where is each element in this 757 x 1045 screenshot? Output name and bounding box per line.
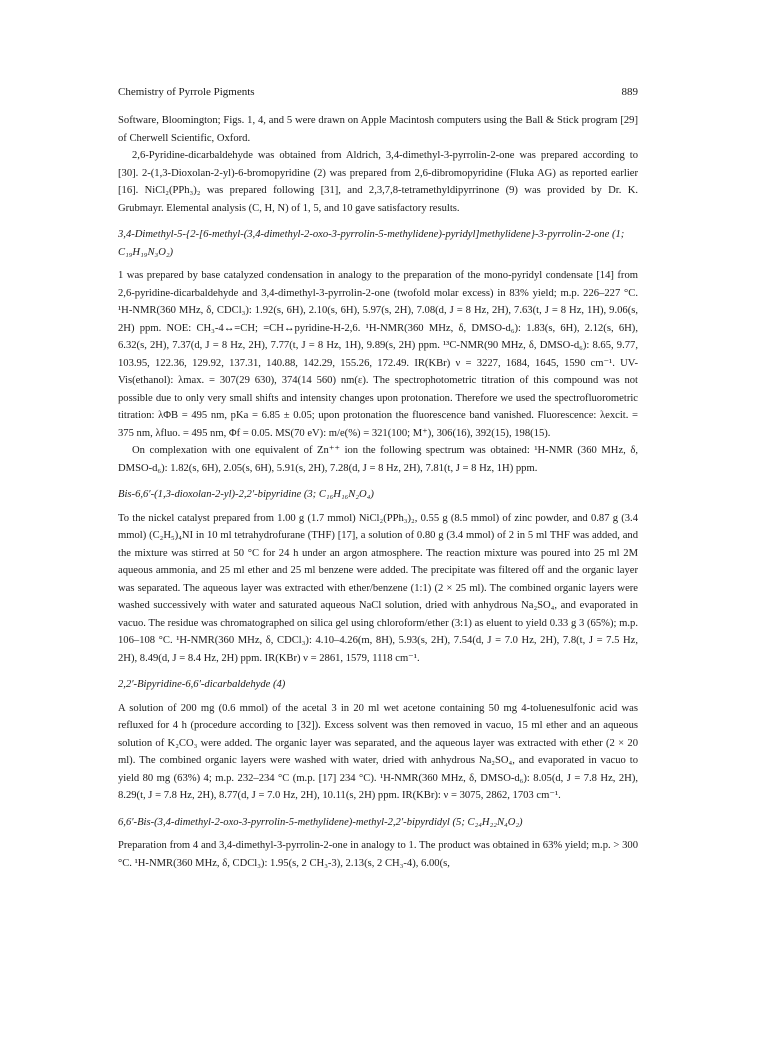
section-heading-compound-5: 6,6′-Bis-(3,4-dimethyl-2-oxo-3-pyrrolin-5-methylidene)-methyl-2,2′-bipyrdidyl (5; C₂₄H₂₂N₄O₂) [118,816,523,828]
running-title: Chemistry of Pyrrole Pigments [118,86,255,98]
paragraph-compound-4: A solution of 200 mg (0.6 mmol) of the acetal 3 in 20 ml wet acetone containing 50 mg 4-toluenesulfonic acid was refluxed for 4 h (procedure according to [32]). Excess solvent was then removed in vacuo, 15 ml ether and an aqueous solution of K₂CO₃ were added. The organic layer was separated, and the aqueous layer was extracted with ether (2 × 20 ml). The combined organic layers were washed with water, dried with anhydrous Na₂SO₄, and evaporated in vacuo to yield 80 mg (63%) 4; m.p. 232–234 °C (m.p. [17] 234 °C). ¹H-NMR(360 MHz, δ, DMSO-d₆): 8.05(d, J = 7.8 Hz, 2H), 8.29(t, J = 7.8 Hz, 2H), 8.77(d, J = 7.0 Hz, 2H), 10.11(s, 2H) ppm. IR(KBr): ν = 3075, 2862, 1703 cm⁻¹. [118,702,638,801]
section-heading-compound-3: Bis-6,6′-(1,3-dioxolan-2-yl)-2,2′-bipyridine (3; C₁₆H₁₆N₂O₄) [118,489,374,500]
running-header [118,84,638,102]
page-number: 889 [621,86,638,98]
paragraph-compound-1: 1 was prepared by base catalyzed condensation in analogy to the preparation of the mono-pyridyl condensate [14] from 2,6-pyridine-dicarbaldehyde and 3,4-dimethyl-3-pyrrolin-2-one (twofold molar excess) in 83% yield; m.p. 226–227 °C. ¹H-NMR(360 MHz, δ, CDCl₃): 1.92(s, 6H), 2.10(s, 6H), 5.97(s, 2H), 7.08(d, J = 8 Hz, 2H), 7.63(t, J = 8 Hz, 1H), 9.06(s, 2H) ppm. NOE: CH₃-4↔=CH; =CH↔pyridine-H-2,6. ¹H-NMR(360 MHz, δ, DMSO-d₆): 1.83(s, 6H), 2.12(s, 6H), 6.32(s, 2H), 7.37(d, J = 8 Hz, 2H), 7.77(t, J = 8 Hz, 1H), 9.89(s, 2H) ppm. ¹³C-NMR(90 MHz, δ, DMSO-d₆): 8.65, 9.77, 103.95, 122.36, 129.92, 137.31, 140.88, 142.29, 155.26, 172.49. IR(KBr) ν = 3227, 1684, 1645, 1590 cm⁻¹. UV-Vis(ethanol): λmax. = 307(29 630), 374(14 560) nm(ε). The spectrophotometric titration of this compound was not possible due to only very small shifts and intensity changes upon protonation. Therefore we used the spectrofluorometric titration: λΦB = 495 nm, pKa = 6.85 ± 0.05; upon protonation the fluorescence band vanished. Fluorescence: λexcit. = 375 nm, λfluo. = 495 nm, Φf = 0.05. MS(70 eV): m/e(%) = 321(100; M⁺), 306(16), 392(15), 198(15). [118,270,638,439]
section-heading-compound-1: 3,4-Dimethyl-5-{2-[6-methyl-(3,4-dimethyl-2-oxo-3-pyrrolin-5-methylidene)-pyridyl]methylidene}-3-pyrrolin-2-one (1; C₁₉H₁₉N₃O₂) [118,229,625,258]
paragraph-zinc-complexation: On complexation with one equivalent of Zn⁺⁺ ion the following spectrum was obtained: ¹H-NMR (360 MHz, δ, DMSO-d₆): 1.82(s, 6H), 2.05(s, 6H), 5.91(s, 2H), 7.28(d, J = 8 Hz, 2H), 7.81(t, J = 8 Hz, 1H) ppm. [118,445,638,474]
section-heading-compound-4: 2,2′-Bipyridine-6,6′-dicarbaldehyde (4) [118,679,286,690]
paragraph-materials: 2,6-Pyridine-dicarbaldehyde was obtained from Aldrich, 3,4-dimethyl-3-pyrrolin-2-one was prepared according to [30]. 2-(1,3-Dioxolan-2-yl)-6-bromopyridine (2) was prepared from 2,6-dibromopyridine (Fluka AG) as reported earlier [16]. NiCl₂(PPh₃)₂ was prepared following [31], and 2,3,7,8-tetramethyldipyrrinone (9) was provided by Dr. K. Grubmayr. Elemental analysis (C, H, N) of 1, 5, and 10 gave satisfactory results. [118,150,638,214]
document-page [118,84,638,872]
paragraph-compound-3: To the nickel catalyst prepared from 1.00 g (1.7 mmol) NiCl₂(PPh₃)₂, 0.55 g (8.5 mmol) of zinc powder, and 0.87 g (3.4 mmol) (C₂H₅)₄NI in 10 ml tetrahydrofurane (THF) [17], a solution of 0.80 g (3.4 mmol) of 2 in 5 ml THF was added, and the mixture was stirred at 50 °C for 24 h under an argon atmosphere. The reaction mixture was poured into 25 ml 2M aqueous ammonia, and 25 ml ether and 25 ml benzene were added. The precipitate was filtered off and the organic layer was separated. The aqueous layer was extracted with ether/benzene (1:1) (2 × 25 ml). The combined organic layers were washed successively with water and saturated aqueous NaCl solution, dried with anhydrous Na₂SO₄, and evaporated in vacuo. The residue was chromatographed on silica gel using chloroform/ether (3:1) as eluent to yield 0.33 g 3 (65%); m.p. 106–108 °C. ¹H-NMR(360 MHz, δ, CDCl₃): 4.10–4.26(m, 8H), 5.93(s, 2H), 7.54(d, J = 7.0 Hz, 2H), 7.8(t, J = 7.5 Hz, 2H), 8.49(d, J = 8.4 Hz, 2H) ppm. IR(KBr) ν = 2861, 1579, 1118 cm⁻¹. [118,512,638,664]
paragraph-software: Software, Bloomington; Figs. 1, 4, and 5 were drawn on Apple Macintosh computers using the Ball & Stick program [29] of Cherwell Scientific, Oxford. [118,115,638,144]
paragraph-compound-5: Preparation from 4 and 3,4-dimethyl-3-pyrrolin-2-one in analogy to 1. The product was obtained in 63% yield; m.p. > 300 °C. ¹H-NMR(360 MHz, δ, CDCl₃): 1.95(s, 2 CH₃-3), 2.13(s, 2 CH₃-4), 6.00(s, [118,840,638,869]
